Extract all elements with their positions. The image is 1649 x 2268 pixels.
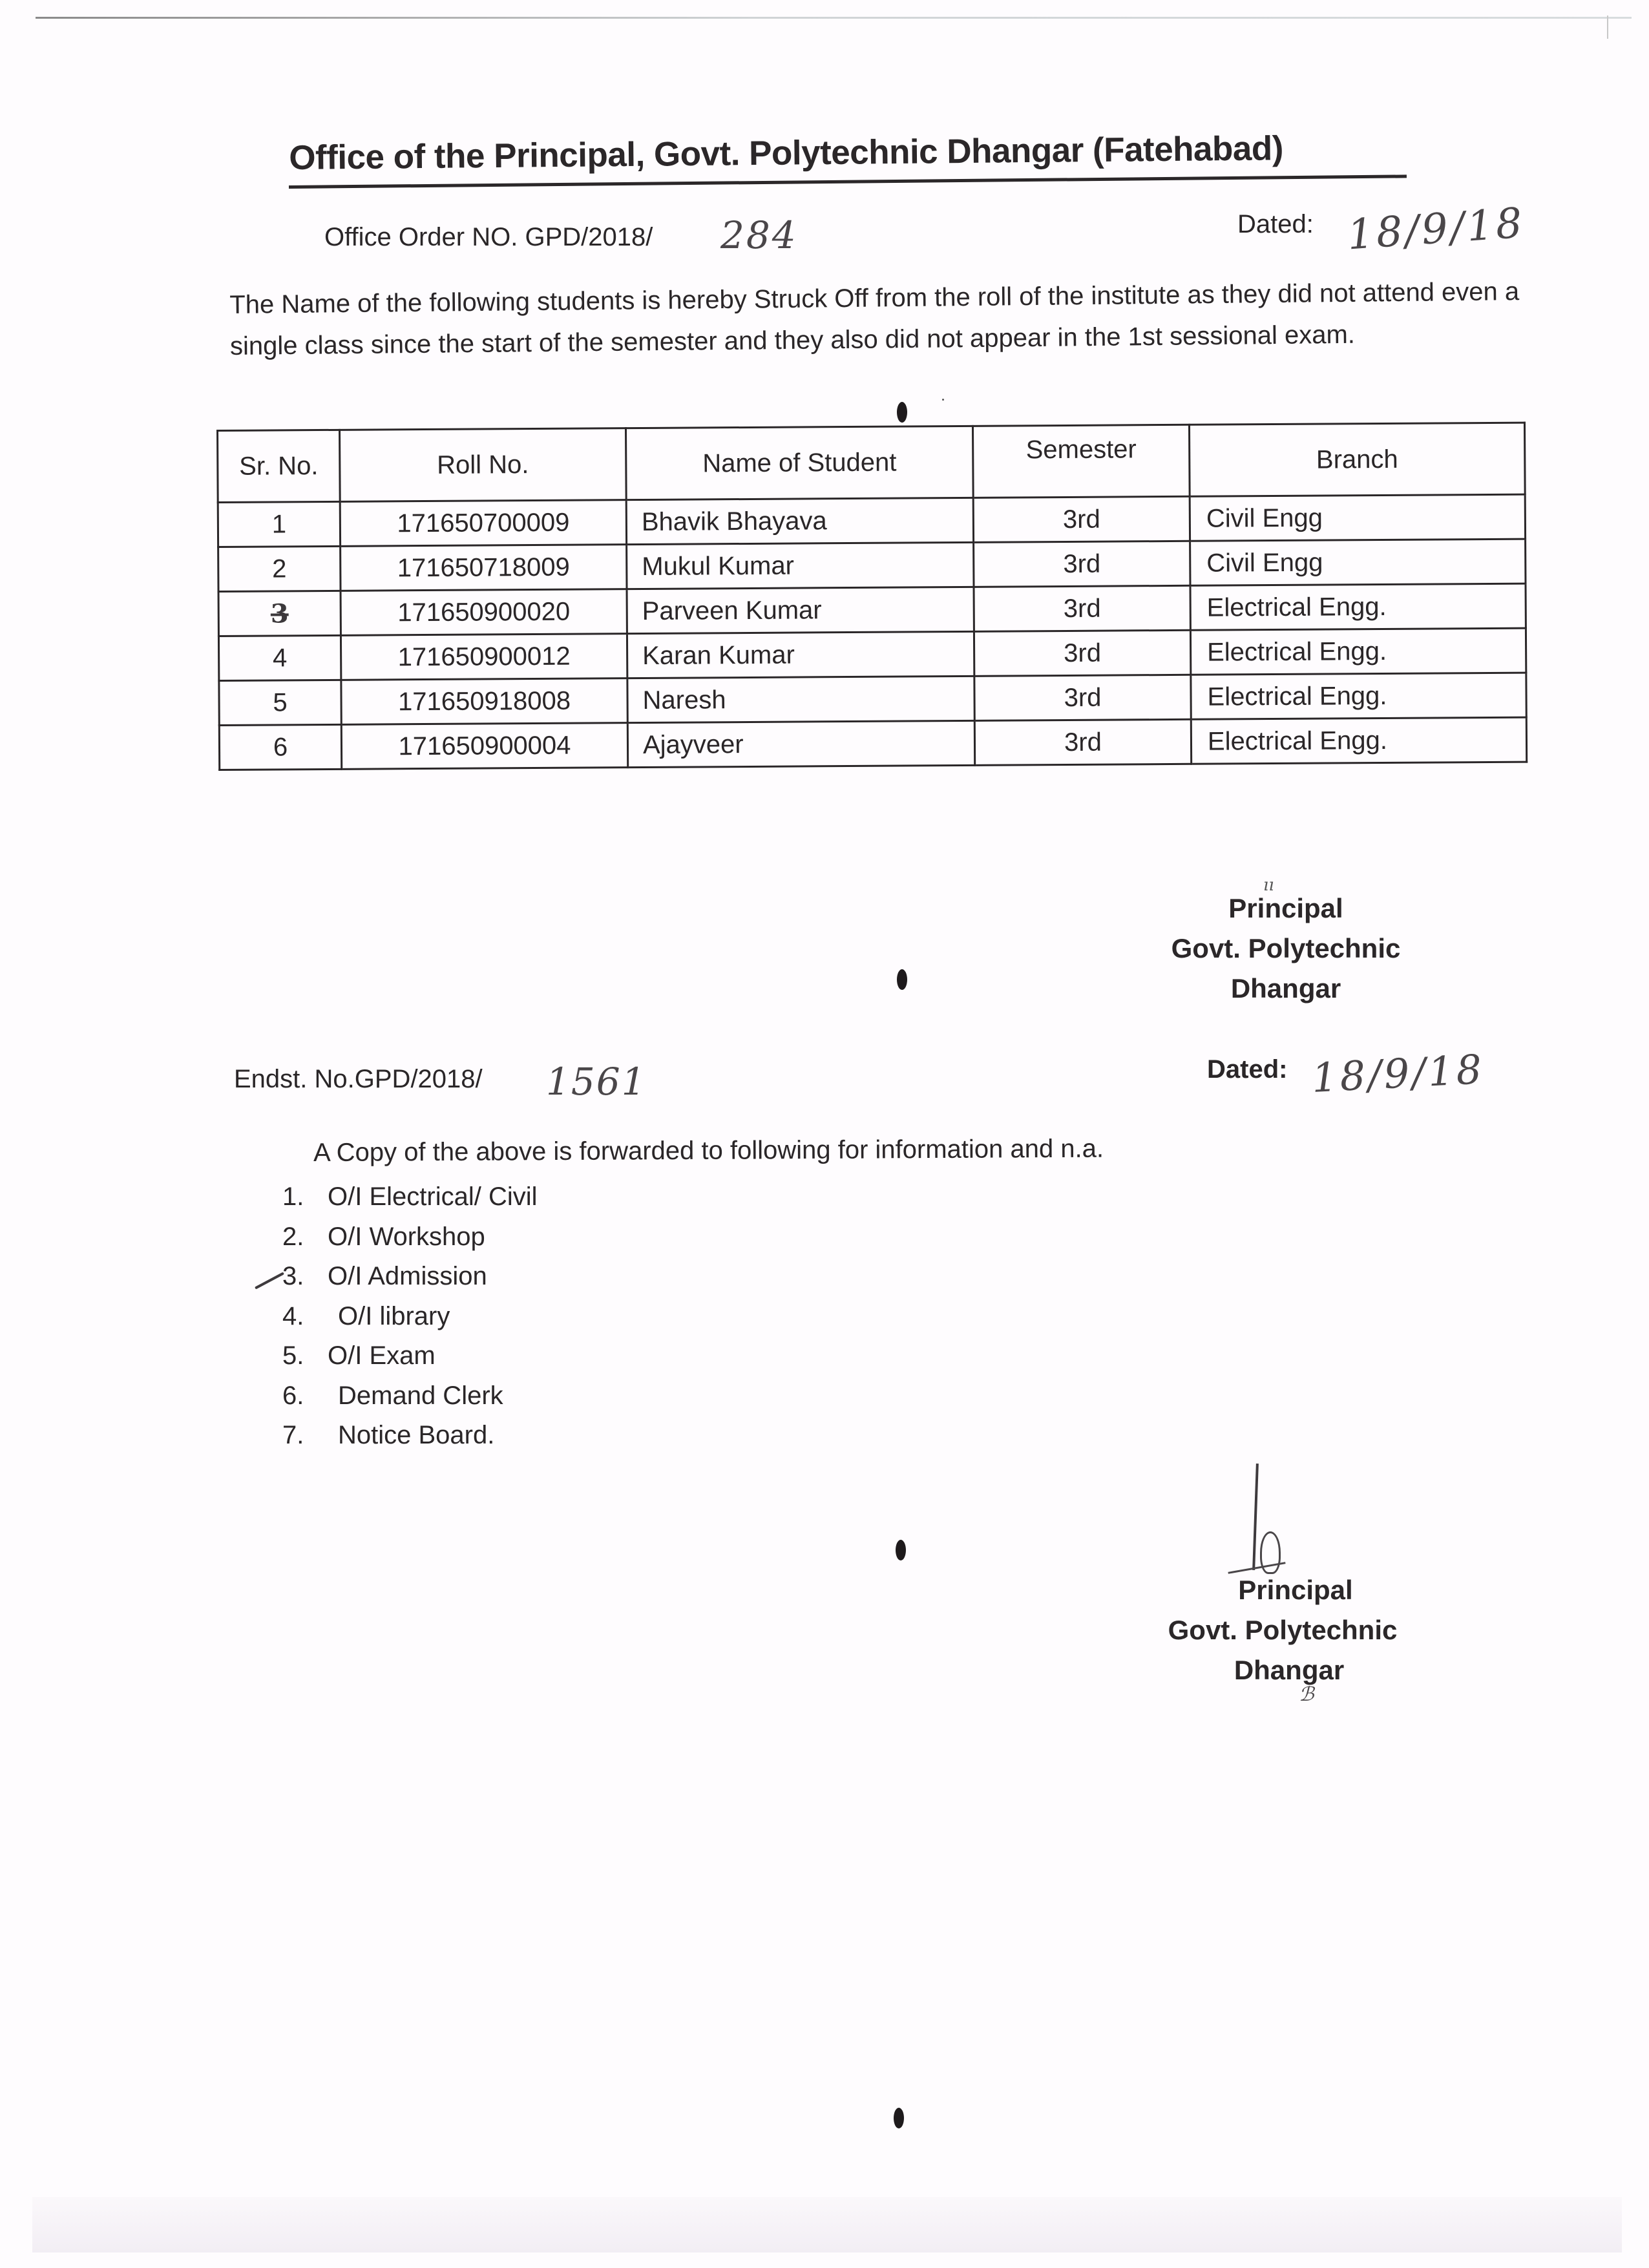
cell-name: Bhavik Bhayava bbox=[626, 498, 973, 544]
overwritten-serial: 3 bbox=[270, 598, 289, 629]
list-number: 2. bbox=[282, 1222, 304, 1251]
list-item bbox=[282, 1416, 538, 1456]
endorsement-label: Endst. No.GPD/2018/ bbox=[234, 1065, 483, 1093]
table-row bbox=[219, 673, 1526, 725]
cell-name: Parveen Kumar bbox=[627, 587, 974, 633]
cell-branch: Civil Engg bbox=[1190, 494, 1525, 541]
cell-name: Karan Kumar bbox=[627, 631, 974, 678]
signature-block-2 bbox=[1144, 1570, 1422, 1690]
cell-semester: 3rd bbox=[974, 541, 1190, 587]
cell-roll: 171650900020 bbox=[341, 589, 627, 636]
office-order-dated-label: Dated: bbox=[1237, 210, 1314, 238]
recipient-label: O/I Exam bbox=[328, 1341, 436, 1370]
table-row bbox=[218, 628, 1526, 680]
cell-name: Ajayveer bbox=[627, 720, 974, 767]
signatory-title: Principal bbox=[1228, 893, 1343, 923]
cell-sr: 2 bbox=[218, 546, 341, 591]
recipient-label: O/I Workshop bbox=[328, 1222, 485, 1251]
scan-edge-mark bbox=[1607, 16, 1608, 39]
signature-block-1 bbox=[1144, 888, 1428, 1009]
table-header-row bbox=[218, 423, 1526, 502]
punch-hole-mark bbox=[896, 1540, 906, 1560]
table-row bbox=[218, 539, 1526, 591]
document-title: Office of the Principal, Govt. Polytechnic Dhangar (Fatehabad) bbox=[289, 129, 1284, 177]
list-item bbox=[282, 1297, 538, 1337]
office-order-date: 18/9/18 bbox=[1345, 199, 1526, 260]
signatory-title: Principal bbox=[1238, 1575, 1353, 1605]
scan-edge-line bbox=[36, 17, 1632, 19]
students-table-wrapper bbox=[216, 422, 1528, 771]
table-row bbox=[219, 717, 1526, 770]
office-order-number: 284 bbox=[720, 213, 798, 257]
cell-branch: Electrical Engg. bbox=[1191, 717, 1526, 764]
cell-semester: 3rd bbox=[974, 675, 1191, 720]
list-number: 1. bbox=[282, 1182, 304, 1211]
list-item bbox=[282, 1177, 538, 1217]
list-item bbox=[282, 1257, 538, 1297]
list-number: 6. bbox=[282, 1381, 304, 1410]
list-item bbox=[282, 1376, 538, 1416]
cell-name: Naresh bbox=[627, 676, 974, 722]
list-number: 5. bbox=[282, 1341, 304, 1370]
signature-initial-mark: ıı bbox=[1263, 876, 1274, 895]
cell-roll: 171650918008 bbox=[341, 678, 627, 725]
scan-shadow-band bbox=[32, 2197, 1622, 2252]
cell-sr-overwritten bbox=[218, 591, 341, 636]
list-number: 7. bbox=[282, 1421, 304, 1449]
cell-roll: 171650700009 bbox=[340, 500, 626, 547]
handwritten-initials-icon: ℬ bbox=[1299, 1683, 1314, 1706]
punch-hole-mark bbox=[897, 969, 907, 990]
recipient-label: O/I Admission bbox=[328, 1262, 487, 1290]
recipient-label: O/I library bbox=[338, 1301, 450, 1330]
header-semester bbox=[972, 425, 1190, 498]
recipient-list bbox=[282, 1177, 538, 1456]
cell-roll: 171650718009 bbox=[341, 545, 627, 591]
cell-semester: 3rd bbox=[974, 585, 1190, 631]
cell-name: Mukul Kumar bbox=[627, 542, 974, 589]
cell-roll: 171650900004 bbox=[341, 723, 627, 770]
cell-sr: 5 bbox=[219, 680, 341, 725]
list-number: 4. bbox=[282, 1301, 304, 1330]
header-student-name: Name of Student bbox=[625, 426, 973, 499]
cell-branch: Civil Engg bbox=[1190, 539, 1526, 585]
endorsement-dated-label: Dated: bbox=[1207, 1055, 1288, 1084]
recipient-label: O/I Electrical/ Civil bbox=[328, 1182, 538, 1211]
handwritten-signature-stroke bbox=[1252, 1464, 1259, 1570]
header-roll-no: Roll No. bbox=[340, 428, 627, 502]
recipient-label: Demand Clerk bbox=[338, 1381, 503, 1410]
title-underline bbox=[289, 174, 1407, 189]
punch-hole-mark bbox=[894, 2108, 904, 2128]
cell-sr: 1 bbox=[218, 501, 340, 547]
signatory-location: Dhangar bbox=[1234, 1655, 1345, 1685]
endorsement-number: 1561 bbox=[546, 1060, 647, 1104]
office-order-label: Office Order NO. GPD/2018/ bbox=[324, 223, 653, 251]
recipient-label: Notice Board. bbox=[338, 1421, 495, 1449]
struck-off-students-table bbox=[216, 422, 1528, 771]
cell-branch: Electrical Engg. bbox=[1191, 673, 1526, 719]
list-number: 3. bbox=[282, 1262, 304, 1290]
cell-roll: 171650900012 bbox=[341, 634, 627, 680]
header-sr-no: Sr. No. bbox=[218, 430, 341, 502]
signatory-location: Dhangar bbox=[1230, 973, 1341, 1003]
copy-forwarded-intro: A Copy of the above is forwarded to following for information and n.a. bbox=[313, 1134, 1104, 1167]
scan-speck bbox=[942, 399, 944, 401]
cell-semester: 3rd bbox=[973, 496, 1190, 542]
signatory-institute: Govt. Polytechnic bbox=[1171, 933, 1401, 963]
cell-sr: 6 bbox=[219, 724, 341, 770]
punch-hole-mark bbox=[897, 402, 907, 423]
body-paragraph: The Name of the following students is hereby Struck Off from the roll of the institute as they did not attend even a single class since the start of the semester and they also did not appear in the 1st sessional exam. bbox=[229, 277, 1520, 361]
header-branch: Branch bbox=[1189, 423, 1525, 496]
cell-semester: 3rd bbox=[974, 630, 1190, 676]
signatory-institute: Govt. Polytechnic bbox=[1168, 1615, 1398, 1645]
table-row bbox=[218, 494, 1525, 547]
endorsement-date: 18/9/18 bbox=[1310, 1045, 1486, 1102]
header-semester-text: Semester bbox=[1025, 434, 1137, 464]
cell-sr: 4 bbox=[218, 635, 341, 680]
cell-branch: Electrical Engg. bbox=[1190, 628, 1526, 675]
cell-branch: Electrical Engg. bbox=[1190, 583, 1526, 630]
cell-semester: 3rd bbox=[974, 719, 1191, 765]
list-item bbox=[282, 1336, 538, 1376]
table-row bbox=[218, 583, 1526, 636]
handwritten-tick-icon bbox=[255, 1272, 284, 1289]
list-item bbox=[282, 1217, 538, 1257]
